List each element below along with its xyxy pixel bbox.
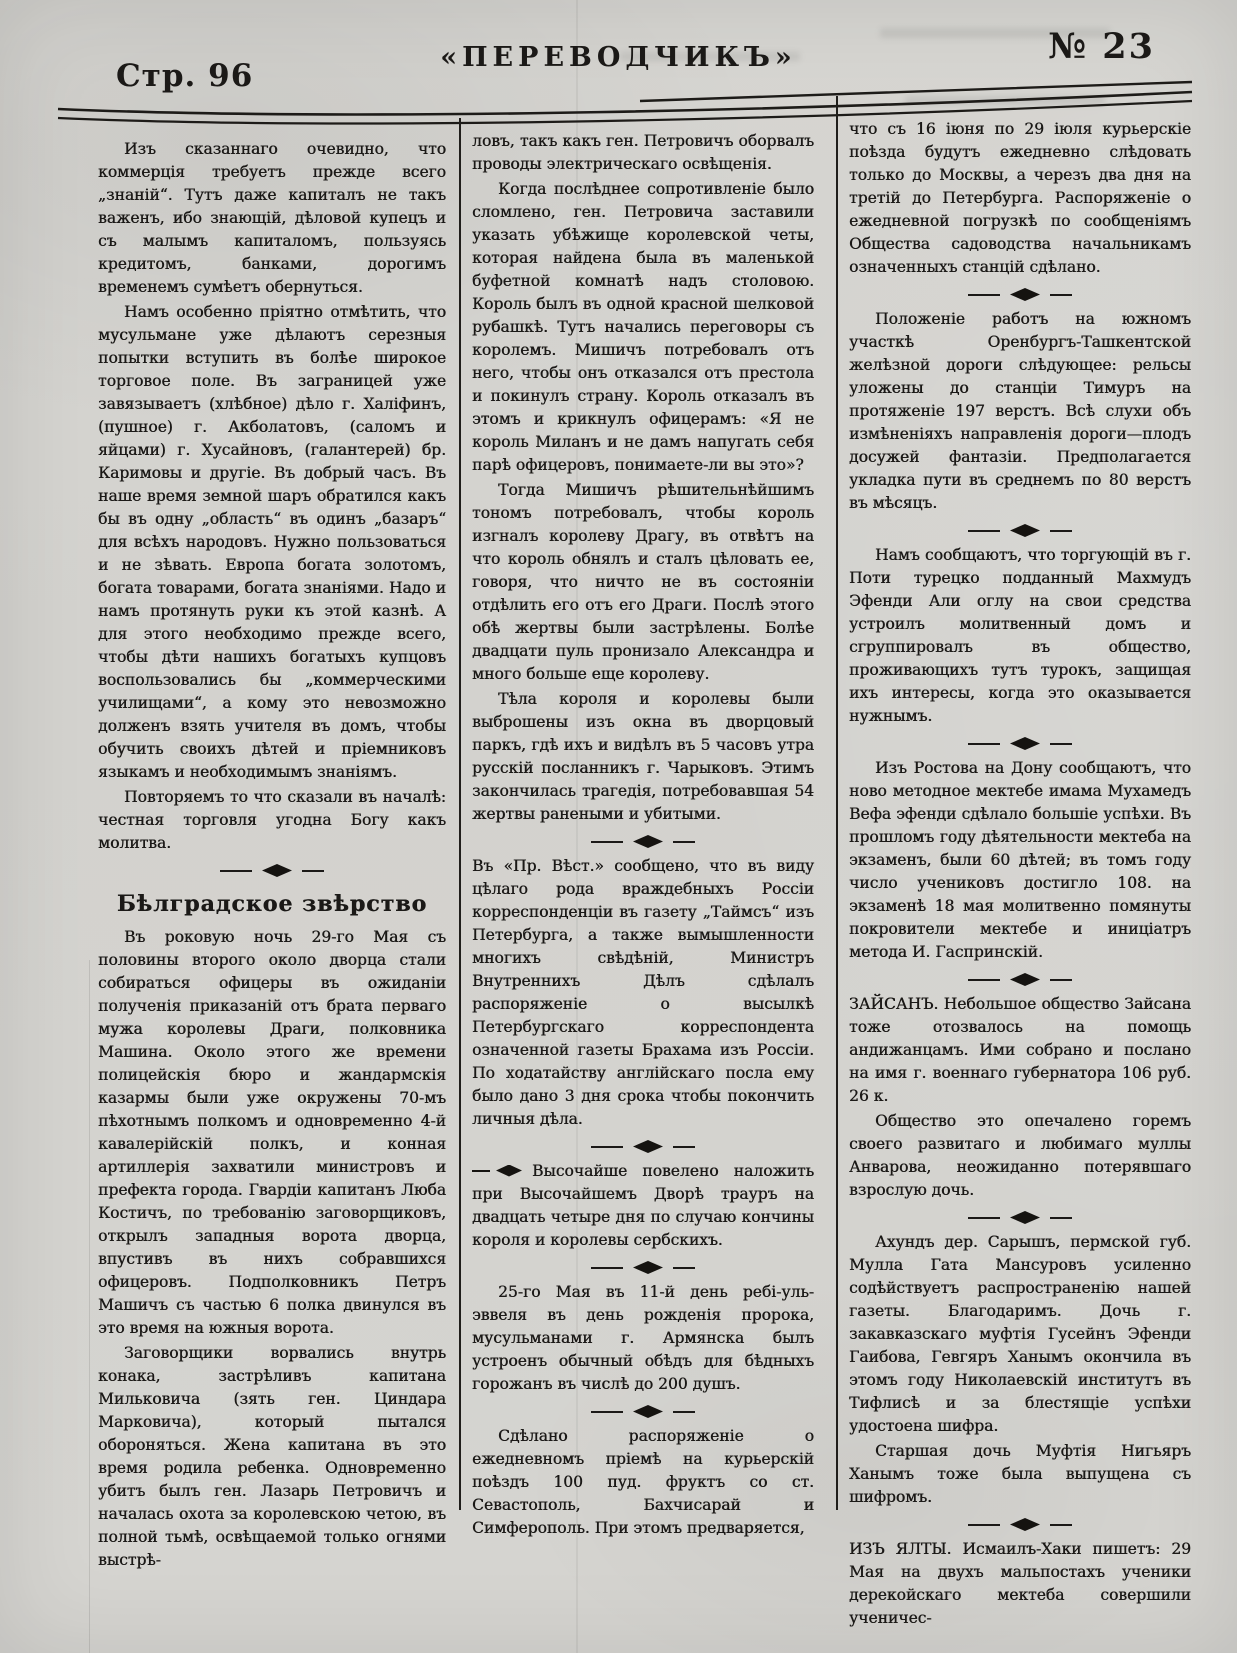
paragraph-conspirators: Заговорщики ворвались внутрь конака, застрѣливъ капитана Мильковича (зять ген. Циндара Марковича), который пытался обороняться. Жена капитана въ это время родила ребенка. Одновременно убитъ былъ ген. Лазарь Петровичъ и началась охота за королевскою четою, въ полной тьмѣ, освѣщаемой только огнями выстрѣ- (98, 1344, 446, 1569)
diamond-divider-icon (849, 524, 1191, 537)
paragraph-mullah-anvarov: Общество это опечалено горемъ своего развитаго и любимаго муллы Анварова, неожиданно потерявшаго взрослую дочь. (849, 1112, 1191, 1199)
issue-number-label: № 23 (1048, 26, 1155, 67)
paragraph-honest-trade: Повторяемъ то что сказали въ началѣ: честная торговля угодна Богу какъ молитва. (98, 788, 446, 852)
diamond-divider-icon (849, 288, 1191, 301)
scan-edge-line (89, 960, 90, 1653)
paragraph-bodies-thrown: Тѣла короля и королевы были выброшены изъ окна въ дворцовый паркъ, гдѣ ихъ и видѣлъ въ 5 часовъ утра русскій посланникъ г. Чарыковъ. Этимъ закончилась трагедія, потребовавшая 54 жертвы ранеными и убитыми. (472, 690, 814, 823)
paragraph-commerce-knowledge: Изъ сказаннаго очевидно, что коммерція требуетъ прежде всего „знаній“. Тутъ даже капиталъ не такъ важенъ, ибо знающій, дѣловой купецъ и съ малымъ капиталомъ, пользуясь кредитомъ, банками, дорогимъ временемъ сумѣетъ обернуться. (98, 140, 446, 296)
paragraph-poti-merchant: Намъ сообщаютъ, что торгующій въ г. Поти турецко подданный Махмудъ Эфенди Али оглу на свои средства устроилъ молитвенный домъ и сгруппировалъ въ общество, проживающихъ тутъ турокъ, защищая ихъ интересы, когда это оказывается нужнымъ. (849, 546, 1191, 725)
diamond-divider-icon (849, 1211, 1191, 1224)
page-number-label: Стр. 96 (116, 58, 254, 94)
diamond-divider-icon (849, 1518, 1191, 1531)
paragraph-belgrade-night: Въ роковую ночь 29-го Мая съ половины второго около дворца стали собираться офицеры въ ожиданіи полученія приказаній отъ брата перваго мужа королевы Драги, полковника Машина. Около этого же времени полицейскія бюро и жандармскія казармы были уже окружены 70-мъ пѣхотнымъ полкомъ и одновременно 4-й кавалерійскій полкъ, и конная артиллерія захватили министровъ и префекта города. Гвардіи капитанъ Люба Костичъ, по требованію заговорщиковъ, открылъ западныя ворота дворца, впустивъ въ нихъ собравшихся офицеровъ. Подполковникъ Петръ Машичъ съ частью 6 полка двинулся въ это время на южныя ворота. (98, 928, 446, 1337)
article-heading-belgrade: Бѣлградское звѣрство (116, 891, 428, 917)
paragraph-yalta: ИЗЪ ЯЛТЫ. Исмаилъ-Хаки пишетъ: 29 Мая на двухъ мальпостахъ ученики дерекойскаго мектеба совершили ученичес- (849, 1540, 1191, 1627)
diamond-divider-icon (849, 973, 1191, 986)
column-3 (849, 118, 1191, 1632)
paragraph-zaisan: ЗАЙСАНЪ. Небольшое общество Зайсана тоже отозвалось на помощь андижанцамъ. Ими собрано и послано на имя г. военнаго губернатора 106 руб. 26 к. (849, 995, 1191, 1105)
scan-bleedthrough (905, 96, 1105, 105)
paragraph-tashkent-railway: Положеніе работъ на южномъ участкѣ Оренбургъ-Ташкентской желѣзной дороги слѣдующее: рельсы уложены до станціи Тимуръ на протяженіе 197 верстъ. Всѣ слухи объ измѣненіяхъ направленія дороги—плодъ досужей фантазіи. Предполагается укладка пути въ среднемъ по 80 верстъ въ мѣсяцъ. (849, 310, 1191, 512)
column-rule-right (836, 96, 838, 1510)
paragraph-wires-cut: ловъ, такъ какъ ген. Петровичъ оборвалъ проводы электрическаго освѣщенія. (472, 132, 814, 173)
paragraph-mishich-demand: Тогда Мишичъ рѣшительнѣйшимъ тономъ потребовалъ, чтобы король изгналъ королеву Драгу, въ отвѣтъ на что король обнялъ и сталъ цѣловать ее, говоря, что ничто не въ состояніи отдѣлить его отъ его Драги. Послѣ этого обѣ жертвы были застрѣлены. Болѣе двадцати пуль пронизало Александра и много больше еще королеву. (472, 481, 814, 683)
column-1 (98, 138, 446, 1574)
paragraph-mufti-daughter: Старшая дочь Муфтія Нигьяръ Ханымъ тоже была выпущена съ шифромъ. (849, 1442, 1191, 1506)
column-2 (472, 130, 814, 1542)
paragraph-muslim-trade: Намъ особенно пріятно отмѣтить, что мусульмане уже дѣлаютъ серезныя попытки вступить въ болѣе широкое торговое поле. Въ заграницей уже завязываетъ (хлѣбное) дѣло г. Халіфинъ, (пушное) г. Акболатовъ, (саломъ и яйцами) г. Хусайновъ, (галантерей) бр. Каримовы и другіе. Въ добрый часъ. Въ наше время земной шаръ обратился какъ бы въ одну „область“ въ одинъ „базаръ“ для всѣхъ народовъ. Нужно пользоваться и не зѣвать. Европа богата золотомъ, богата товарами, богата знаніями. Надо и намъ протянуть руки къ этой казнѣ. А для этого необходимо прежде всего, чтобы дѣти нашихъ богатыхъ купцовъ воспользовались бы „коммерческими училищами“, а кому это невозможно долженъ взять учителя въ домъ, чтобы обучить своихъ дѣтей и пріемниковъ языкамъ и необходимымъ знаніямъ. (98, 303, 446, 781)
paragraph-times-correspondent: Въ «Пр. Вѣст.» сообщено, что въ виду цѣлаго рода враждебныхъ Россіи корреспонденціи въ газету „Таймсъ“ изъ Петербурга, а также вымышленности многихъ свѣдѣній, Министръ Внутреннихъ Дѣлъ сдѣлалъ распоряженіе о высылкѣ Петербургскаго корреспондента означенной газеты Брахама изъ Россіи. По ходатайству англійскаго посла ему было дано 3 дня срока чтобы покончить личныя дѣла. (472, 857, 814, 1128)
paragraph-court-mourning: Высочайше повелено наложить при Высочайшемъ Дворѣ трауръ на двадцать четыре дня по случаю кончины короля и королевы сербскихъ. (472, 1162, 814, 1249)
diamond-divider-icon (472, 1140, 814, 1153)
paragraph-courier-trains: что съ 16 іюня по 29 іюля курьерскіе поѣзда будутъ ежедневно слѣдовать только до Москвы, а черезъ два дня на третій до Петербурга. Распоряженіе о ежедневной погрузкѣ по сообщеніямъ Общества садоводства начальникамъ означенныхъ станцій сдѣлано. (849, 120, 1191, 276)
diamond-icon (496, 1165, 522, 1177)
dash-icon (472, 1170, 490, 1172)
paragraph-akhund-sarysh: Ахундъ дер. Сарышъ, пермской губ. Мулла Гата Мансуровъ усиленно содѣйствуетъ распространенію нашей газеты. Благодаримъ. Дочь г. закавказскаго муфтія Гусейнъ Эфенди Гаибова, Гевгяръ Ханымъ окончила въ этомъ году Николаевскій институтъ въ Тифлисѣ и за блестящіе успѣхи удостоена шифра. (849, 1233, 1191, 1435)
paragraph-prophet-birthday: 25-го Мая въ 11-й день ребі-уль-эввеля въ день рожденія пророка, мусульманами г. Армянска былъ устроенъ обычный обѣдъ для бѣдныхъ горожанъ въ числѣ до 200 душъ. (472, 1283, 814, 1393)
diamond-divider-icon (472, 1405, 814, 1418)
diamond-divider-icon (849, 737, 1191, 750)
paragraph-rostov-mekteb: Изъ Ростова на Дону сообщаютъ, что ново методное мектебе имама Мухамедъ Вефа эфенди сдѣлало большіе успѣхи. Въ прошломъ году дѣятельности мектеба на экзаменъ, были 60 дѣтей; въ томъ году число учениковъ достигло 108. на экзаменѣ 18 мая молитвенно помянуты покровители мектебе и иниціатръ метода И. Гаспринскій. (849, 759, 1191, 961)
paragraph-fruit-train: Сдѣлано распоряженіе о ежедневномъ пріемѣ на курьерскій поѣздъ 100 пуд. фруктъ со ст. Севастополь, Бахчисарай и Симферополь. При этомъ предваряется, (472, 1427, 814, 1537)
diamond-divider-icon (472, 835, 814, 848)
paragraph-resistance-broken: Когда послѣднее сопротивленіе было сломлено, ген. Петровича заставили указать убѣжище королевской четы, которая найдена была въ маленькой буфетной комнатѣ надъ столовою. Король былъ въ одной красной шелковой рубашкѣ. Тутъ начались переговоры съ королемъ. Мишичъ потребовалъ отъ него, чтобы онъ отказался отъ престола и покинулъ страну. Король отказалъ въ этомъ и крикнулъ офицерамъ: «Я не король Миланъ и не дамъ напугать себя парѣ офицеровъ, понимаете-ли вы это»? (472, 180, 814, 474)
diamond-divider-icon (98, 864, 446, 877)
column-rule-left (459, 118, 461, 1510)
masthead-title: «ПЕРЕВОДЧИКЪ» (440, 42, 797, 73)
diamond-divider-icon (472, 1261, 814, 1274)
